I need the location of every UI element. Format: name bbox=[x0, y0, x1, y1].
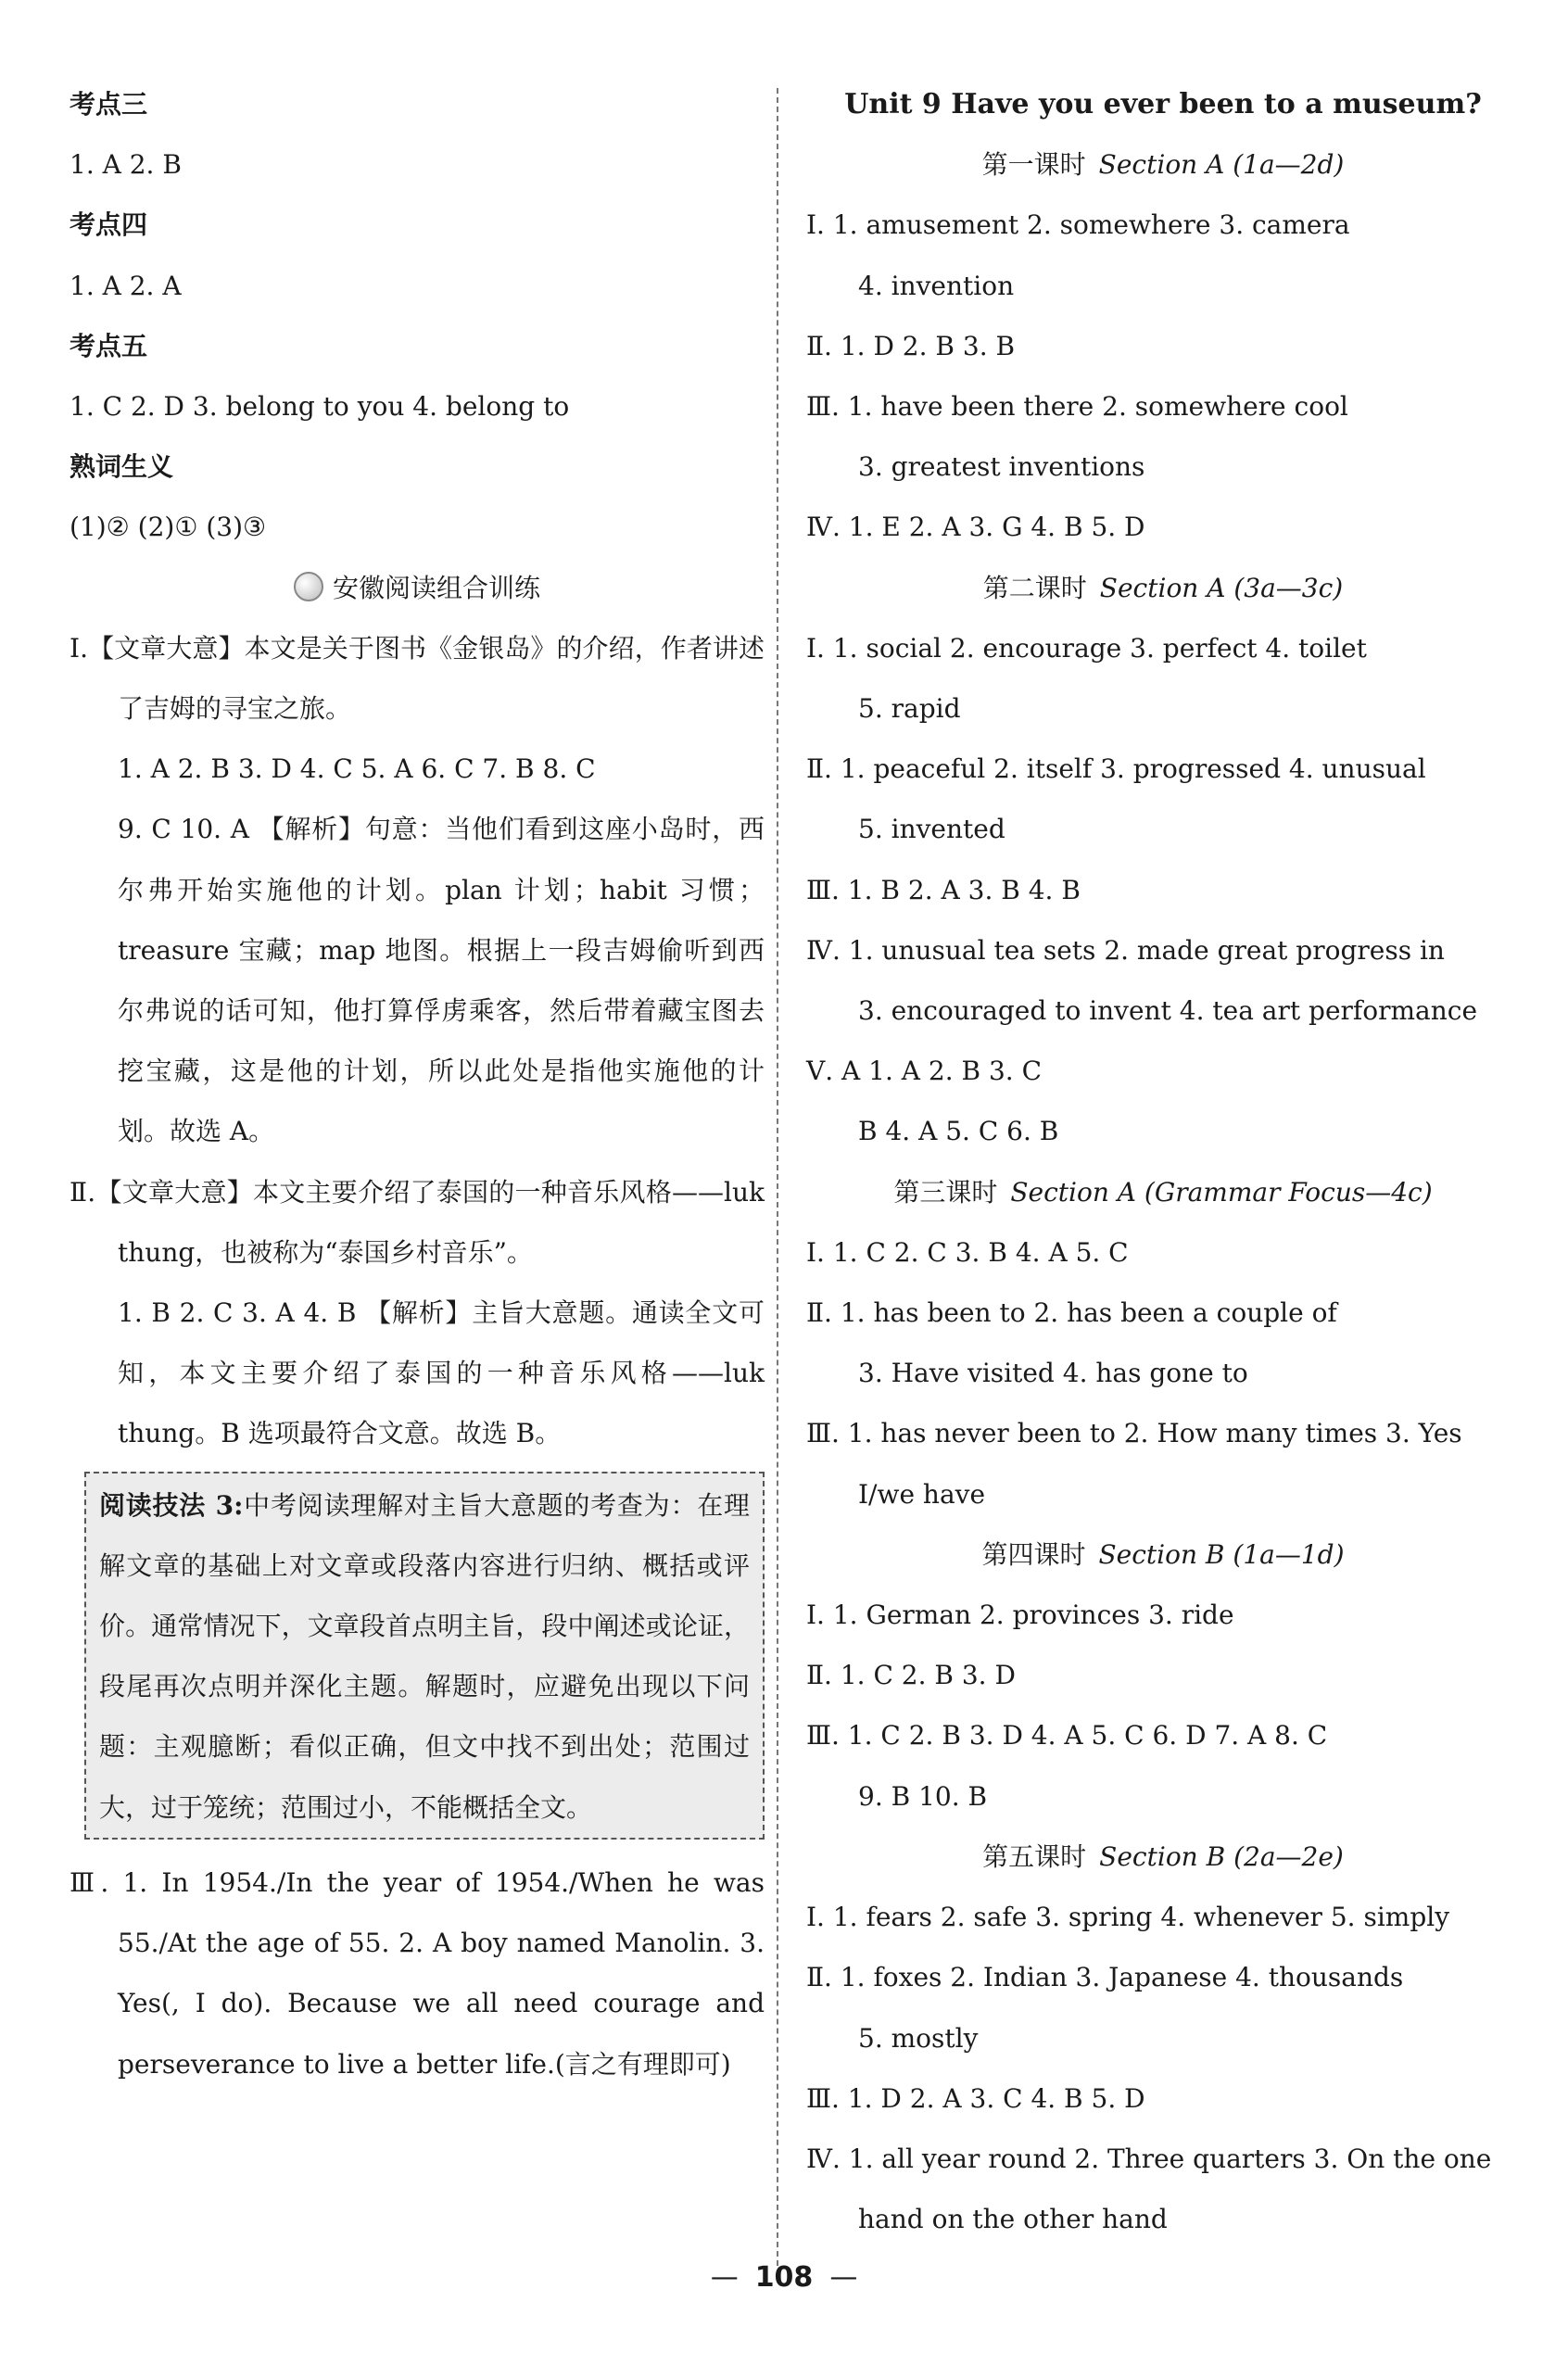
answer-line: Ⅱ. 1. D 2. B 3. B bbox=[806, 330, 1016, 361]
answer-line: Ⅱ. 1. foxes 2. Indian 3. Japanese 4. thousands bbox=[806, 1962, 1404, 1993]
answer-line: Ⅰ. 1. fears 2. safe 3. spring 4. whenever 5. simply bbox=[806, 1902, 1450, 1933]
passage2-explanation: 1. B 2. C 3. A 4. B 【解析】主旨大意题。通读全文可知，本文主要介绍了泰国的一种音乐风格——luk thung。B 选项最符合文意。故选 B。 bbox=[118, 1297, 765, 1449]
answer-line: 5. mostly bbox=[858, 2022, 979, 2054]
answer-line: Ⅱ. 1. C 2. B 3. D bbox=[806, 1660, 1016, 1691]
page-number bbox=[0, 2261, 1568, 2294]
lesson-title bbox=[806, 134, 1520, 195]
column-divider bbox=[777, 88, 778, 2275]
answer-line: Ⅴ. A 1. A 2. B 3. C bbox=[806, 1056, 1043, 1087]
answer-line: Ⅱ. 1. peaceful 2. itself 3. progressed 4. unusual bbox=[806, 753, 1426, 785]
answer-line: I/we have bbox=[858, 1478, 986, 1510]
shuci-title: 熟词生义 bbox=[70, 451, 174, 483]
lesson-name: 第三课时 bbox=[893, 1176, 998, 1208]
answer-line: Ⅳ. 1. unusual tea sets 2. made great progress in bbox=[806, 934, 1445, 966]
kp4-answers: 1. A 2. A bbox=[70, 270, 182, 301]
answer-line: B 4. A 5. C 6. B bbox=[858, 1116, 1059, 1147]
passage1-intro: Ⅰ.【文章大意】本文是关于图书《金银岛》的介绍，作者讲述了吉姆的寻宝之旅。 bbox=[70, 632, 765, 725]
unit-title: Unit 9 Have you ever been to a museum? bbox=[844, 88, 1482, 120]
answer-line: Ⅳ. 1. all year round 2. Three quarters 3. On the one bbox=[806, 2143, 1492, 2174]
answer-line: 3. Have visited 4. has gone to bbox=[858, 1358, 1248, 1389]
lesson-block bbox=[806, 558, 1520, 1162]
page-number-value: 108 bbox=[754, 2261, 814, 2294]
passage2-intro: Ⅱ.【文章大意】本文主要介绍了泰国的一种音乐风格——luk thung，也被称为“泰国乡村音乐”。 bbox=[70, 1176, 765, 1268]
answer-line: 3. encouraged to invent 4. tea art performance bbox=[858, 995, 1478, 1027]
right-column bbox=[806, 74, 1520, 2249]
lesson-section: Section B (1a—1d) bbox=[1098, 1538, 1345, 1570]
lesson-title bbox=[806, 558, 1520, 618]
answer-line: hand on the other hand bbox=[858, 2204, 1168, 2235]
lesson-title bbox=[806, 1524, 1520, 1585]
answer-line: Ⅲ. 1. B 2. A 3. B 4. B bbox=[806, 874, 1081, 905]
lesson-block bbox=[806, 1827, 1520, 2249]
answer-line: 5. rapid bbox=[858, 693, 961, 725]
lesson-name: 第二课时 bbox=[982, 572, 1087, 603]
lesson-name: 第一课时 bbox=[981, 149, 1086, 181]
lessons-container bbox=[806, 134, 1520, 2249]
lesson-block bbox=[806, 134, 1520, 557]
left-column bbox=[70, 74, 765, 2094]
tip-label: 阅读技法 3: bbox=[99, 1489, 244, 1521]
lesson-section: Section A (Grammar Focus—4c) bbox=[1010, 1176, 1433, 1208]
answer-line: Ⅰ. 1. German 2. provinces 3. ride bbox=[806, 1600, 1234, 1631]
lesson-name: 第五课时 bbox=[982, 1840, 1087, 1872]
answer-line: 4. invention bbox=[858, 270, 1015, 301]
answer-line: 5. invented bbox=[858, 814, 1005, 845]
passage3-answers: Ⅲ. 1. In 1954./In the year of 1954./When he was 55./At the age of 55. 2. A boy named Manolin. 3. Yes(, I do). Because we all need courage and perseverance to live a better life.(言之有理即可) bbox=[70, 1866, 765, 2080]
lesson-block bbox=[806, 1524, 1520, 1827]
lesson-section: Section B (2a—2e) bbox=[1099, 1840, 1344, 1872]
answer-line: 3. greatest inventions bbox=[858, 451, 1145, 483]
answer-line: Ⅲ. 1. C 2. B 3. D 4. A 5. C 6. D 7. A 8. C bbox=[806, 1720, 1328, 1752]
kp3-answers: 1. A 2. B bbox=[70, 149, 182, 181]
circle-bullet-icon bbox=[294, 572, 323, 601]
lesson-name: 第四课时 bbox=[981, 1538, 1086, 1570]
kp5-title: 考点五 bbox=[70, 330, 148, 361]
answer-line: Ⅰ. 1. social 2. encourage 3. perfect 4. toilet bbox=[806, 632, 1367, 664]
answer-line: 9. B 10. B bbox=[858, 1780, 988, 1812]
kp4-title: 考点四 bbox=[70, 209, 148, 241]
kp3-title: 考点三 bbox=[70, 89, 148, 120]
lesson-title bbox=[806, 1162, 1520, 1222]
lesson-section: Section A (1a—2d) bbox=[1098, 149, 1345, 181]
answer-line: Ⅰ. 1. amusement 2. somewhere 3. camera bbox=[806, 209, 1350, 241]
page-dash-right: — bbox=[829, 2261, 858, 2294]
answer-line: Ⅳ. 1. E 2. A 3. G 4. B 5. D bbox=[806, 512, 1145, 543]
answer-line: Ⅰ. 1. C 2. C 3. B 4. A 5. C bbox=[806, 1236, 1129, 1268]
shuci-answers: (1)② (2)① (3)③ bbox=[70, 512, 267, 543]
passage1-explanation: 9. C 10. A 【解析】句意：当他们看到这座小岛时，西尔弗开始实施他的计划。plan 计划；habit 习惯；treasure 宝藏；map 地图。根据上一段吉姆偷听到西尔弗说的话可知，他打算俘虏乘客，然后带着藏宝图去挖宝藏，这是他的计划，所以此处是指他实施他的计划。故选 A。 bbox=[118, 814, 765, 1147]
answer-line: Ⅲ. 1. D 2. A 3. C 4. B 5. D bbox=[806, 2082, 1145, 2114]
kp5-answers: 1. C 2. D 3. belong to you 4. belong to bbox=[70, 391, 570, 423]
answer-line: Ⅱ. 1. has been to 2. has been a couple of bbox=[806, 1297, 1337, 1329]
reading-section-heading bbox=[70, 558, 765, 618]
passage1-answers: 1. A 2. B 3. D 4. C 5. A 6. C 7. B 8. C bbox=[118, 753, 596, 785]
reading-tip-box bbox=[84, 1472, 765, 1840]
lesson-title bbox=[806, 1827, 1520, 1887]
lesson-section: Section A (3a—3c) bbox=[1099, 572, 1344, 603]
answer-line: Ⅲ. 1. have been there 2. somewhere cool bbox=[806, 391, 1348, 423]
tip-text: 中考阅读理解对主旨大意题的考查为：在理解文章的基础上对文章或段落内容进行归纳、概括或评价。通常情况下，文章段首点明主旨，段中阐述或论证，段尾再次点明并深化主题。解题时，应避免出现以下问题：主观臆断；看似正确，但文中找不到出处；范围过大，过于笼统；范围过小，不能概括全文。 bbox=[99, 1489, 750, 1823]
page-dash-left: — bbox=[710, 2261, 739, 2294]
answer-line: Ⅲ. 1. has never been to 2. How many times 3. Yes bbox=[806, 1418, 1462, 1449]
reading-section-title: 安徽阅读组合训练 bbox=[332, 572, 540, 603]
lesson-block bbox=[806, 1162, 1520, 1524]
